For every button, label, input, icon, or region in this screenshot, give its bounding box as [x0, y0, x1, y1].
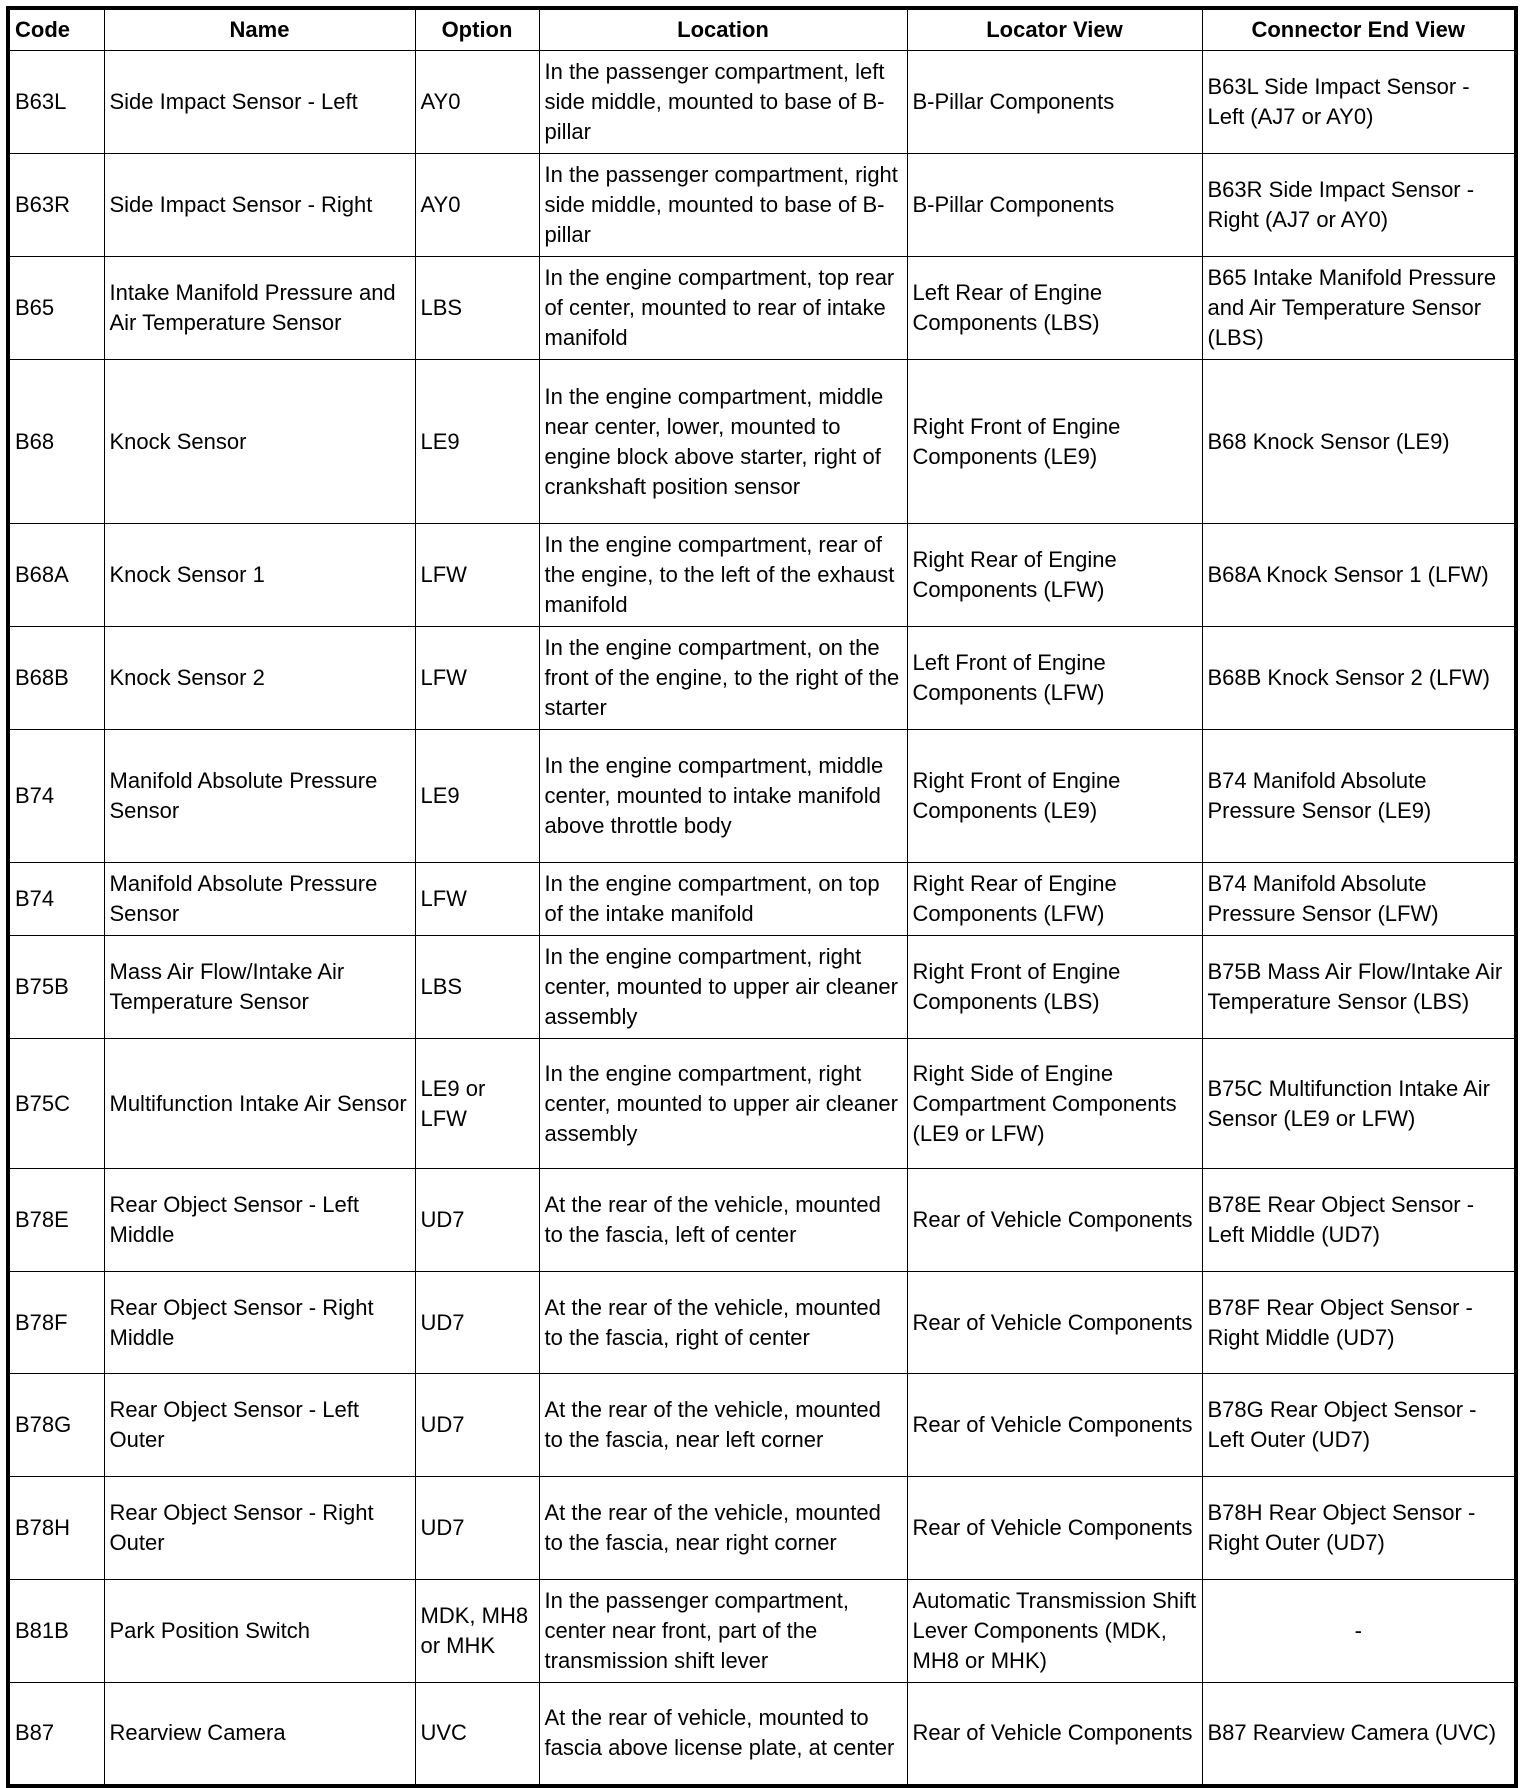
- table-row: [8, 936, 1516, 1039]
- cell-connector-end-view: B65 Intake Manifold Pressure and Air Temperature Sensor (LBS): [1202, 257, 1516, 360]
- cell-option: LE9: [415, 360, 539, 524]
- cell-locator-view: Right Rear of Engine Components (LFW): [907, 524, 1202, 627]
- cell-connector-end-view: B78G Rear Object Sensor - Left Outer (UD7): [1202, 1374, 1516, 1477]
- cell-option: MDK, MH8 or MHK: [415, 1580, 539, 1683]
- cell-connector-end-view: -: [1202, 1580, 1516, 1683]
- cell-location: In the engine compartment, middle center, mounted to intake manifold above throttle body: [539, 730, 907, 863]
- cell-locator-view: Right Front of Engine Components (LBS): [907, 936, 1202, 1039]
- cell-location: In the engine compartment, on the front of the engine, to the right of the starter: [539, 627, 907, 730]
- cell-name: Knock Sensor 2: [104, 627, 415, 730]
- cell-locator-view: Left Front of Engine Components (LFW): [907, 627, 1202, 730]
- table-row: [8, 257, 1516, 360]
- cell-location: In the engine compartment, on top of the intake manifold: [539, 863, 907, 936]
- cell-name: Park Position Switch: [104, 1580, 415, 1683]
- cell-locator-view: Rear of Vehicle Components: [907, 1683, 1202, 1786]
- cell-connector-end-view: B78E Rear Object Sensor - Left Middle (UD7): [1202, 1169, 1516, 1272]
- cell-name: Side Impact Sensor - Right: [104, 154, 415, 257]
- cell-location: At the rear of the vehicle, mounted to the fascia, near left corner: [539, 1374, 907, 1477]
- cell-locator-view: B-Pillar Components: [907, 51, 1202, 154]
- cell-location: In the passenger compartment, right side middle, mounted to base of B-pillar: [539, 154, 907, 257]
- table-row: [8, 1169, 1516, 1272]
- cell-connector-end-view: B74 Manifold Absolute Pressure Sensor (LFW): [1202, 863, 1516, 936]
- cell-code: B78H: [8, 1477, 104, 1580]
- cell-option: LE9 or LFW: [415, 1039, 539, 1169]
- cell-connector-end-view: B78H Rear Object Sensor - Right Outer (UD7): [1202, 1477, 1516, 1580]
- cell-code: B68A: [8, 524, 104, 627]
- cell-locator-view: Automatic Transmission Shift Lever Components (MDK, MH8 or MHK): [907, 1580, 1202, 1683]
- cell-location: In the passenger compartment, center near front, part of the transmission shift lever: [539, 1580, 907, 1683]
- cell-option: LFW: [415, 863, 539, 936]
- table-row: [8, 1039, 1516, 1169]
- cell-locator-view: Left Rear of Engine Components (LBS): [907, 257, 1202, 360]
- cell-name: Rear Object Sensor - Left Middle: [104, 1169, 415, 1272]
- table-row: [8, 51, 1516, 154]
- cell-name: Intake Manifold Pressure and Air Temperature Sensor: [104, 257, 415, 360]
- cell-name: Manifold Absolute Pressure Sensor: [104, 730, 415, 863]
- cell-code: B63L: [8, 51, 104, 154]
- cell-name: Rear Object Sensor - Right Outer: [104, 1477, 415, 1580]
- cell-locator-view: Rear of Vehicle Components: [907, 1374, 1202, 1477]
- cell-option: LBS: [415, 257, 539, 360]
- cell-connector-end-view: B68 Knock Sensor (LE9): [1202, 360, 1516, 524]
- cell-option: UD7: [415, 1374, 539, 1477]
- cell-name: Multifunction Intake Air Sensor: [104, 1039, 415, 1169]
- cell-name: Side Impact Sensor - Left: [104, 51, 415, 154]
- cell-connector-end-view: B74 Manifold Absolute Pressure Sensor (LE9): [1202, 730, 1516, 863]
- header-row: [8, 8, 1516, 51]
- cell-name: Manifold Absolute Pressure Sensor: [104, 863, 415, 936]
- cell-connector-end-view: B63R Side Impact Sensor - Right (AJ7 or AY0): [1202, 154, 1516, 257]
- table-row: [8, 1477, 1516, 1580]
- cell-locator-view: Rear of Vehicle Components: [907, 1169, 1202, 1272]
- header-name: Name: [104, 8, 415, 51]
- cell-connector-end-view: B75C Multifunction Intake Air Sensor (LE9 or LFW): [1202, 1039, 1516, 1169]
- header-locator-view: Locator View: [907, 8, 1202, 51]
- cell-code: B81B: [8, 1580, 104, 1683]
- cell-name: Rearview Camera: [104, 1683, 415, 1786]
- cell-code: B68: [8, 360, 104, 524]
- cell-option: LFW: [415, 627, 539, 730]
- cell-option: UD7: [415, 1477, 539, 1580]
- cell-location: At the rear of vehicle, mounted to fascia above license plate, at center: [539, 1683, 907, 1786]
- cell-location: In the engine compartment, top rear of center, mounted to rear of intake manifold: [539, 257, 907, 360]
- cell-option: AY0: [415, 154, 539, 257]
- cell-location: At the rear of the vehicle, mounted to the fascia, near right corner: [539, 1477, 907, 1580]
- table-row: [8, 360, 1516, 524]
- table-row: [8, 1374, 1516, 1477]
- header-location: Location: [539, 8, 907, 51]
- cell-option: AY0: [415, 51, 539, 154]
- component-locator-table: [6, 6, 1518, 1788]
- cell-location: In the engine compartment, rear of the engine, to the left of the exhaust manifold: [539, 524, 907, 627]
- cell-option: UD7: [415, 1272, 539, 1374]
- cell-connector-end-view: B78F Rear Object Sensor - Right Middle (UD7): [1202, 1272, 1516, 1374]
- header-connector-end-view: Connector End View: [1202, 8, 1516, 51]
- header-option: Option: [415, 8, 539, 51]
- cell-code: B68B: [8, 627, 104, 730]
- cell-connector-end-view: B68A Knock Sensor 1 (LFW): [1202, 524, 1516, 627]
- table-row: [8, 1272, 1516, 1374]
- cell-code: B75B: [8, 936, 104, 1039]
- cell-code: B74: [8, 730, 104, 863]
- cell-option: UD7: [415, 1169, 539, 1272]
- cell-name: Knock Sensor 1: [104, 524, 415, 627]
- cell-code: B87: [8, 1683, 104, 1786]
- table-row: [8, 730, 1516, 863]
- cell-name: Mass Air Flow/Intake Air Temperature Sensor: [104, 936, 415, 1039]
- cell-locator-view: Right Front of Engine Components (LE9): [907, 360, 1202, 524]
- table-row: [8, 1580, 1516, 1683]
- cell-connector-end-view: B75B Mass Air Flow/Intake Air Temperature Sensor (LBS): [1202, 936, 1516, 1039]
- cell-location: In the engine compartment, right center, mounted to upper air cleaner assembly: [539, 1039, 907, 1169]
- cell-connector-end-view: B63L Side Impact Sensor - Left (AJ7 or AY0): [1202, 51, 1516, 154]
- table-row: [8, 524, 1516, 627]
- cell-location: In the engine compartment, right center, mounted to upper air cleaner assembly: [539, 936, 907, 1039]
- cell-code: B75C: [8, 1039, 104, 1169]
- header-code: Code: [8, 8, 104, 51]
- cell-connector-end-view: B87 Rearview Camera (UVC): [1202, 1683, 1516, 1786]
- table-row: [8, 863, 1516, 936]
- cell-locator-view: Right Rear of Engine Components (LFW): [907, 863, 1202, 936]
- table-row: [8, 627, 1516, 730]
- cell-option: LFW: [415, 524, 539, 627]
- cell-option: UVC: [415, 1683, 539, 1786]
- cell-option: LBS: [415, 936, 539, 1039]
- table-row: [8, 1683, 1516, 1786]
- cell-location: In the engine compartment, middle near center, lower, mounted to engine block above starter, right of crankshaft position sensor: [539, 360, 907, 524]
- cell-code: B78G: [8, 1374, 104, 1477]
- cell-locator-view: Right Front of Engine Components (LE9): [907, 730, 1202, 863]
- cell-name: Rear Object Sensor - Left Outer: [104, 1374, 415, 1477]
- cell-code: B63R: [8, 154, 104, 257]
- cell-connector-end-view: B68B Knock Sensor 2 (LFW): [1202, 627, 1516, 730]
- cell-code: B78F: [8, 1272, 104, 1374]
- cell-locator-view: Rear of Vehicle Components: [907, 1477, 1202, 1580]
- cell-name: Knock Sensor: [104, 360, 415, 524]
- cell-code: B78E: [8, 1169, 104, 1272]
- cell-option: LE9: [415, 730, 539, 863]
- cell-code: B74: [8, 863, 104, 936]
- cell-locator-view: Rear of Vehicle Components: [907, 1272, 1202, 1374]
- cell-code: B65: [8, 257, 104, 360]
- cell-location: At the rear of the vehicle, mounted to the fascia, left of center: [539, 1169, 907, 1272]
- cell-location: In the passenger compartment, left side middle, mounted to base of B-pillar: [539, 51, 907, 154]
- cell-locator-view: B-Pillar Components: [907, 154, 1202, 257]
- cell-name: Rear Object Sensor - Right Middle: [104, 1272, 415, 1374]
- table-row: [8, 154, 1516, 257]
- cell-locator-view: Right Side of Engine Compartment Components (LE9 or LFW): [907, 1039, 1202, 1169]
- cell-location: At the rear of the vehicle, mounted to the fascia, right of center: [539, 1272, 907, 1374]
